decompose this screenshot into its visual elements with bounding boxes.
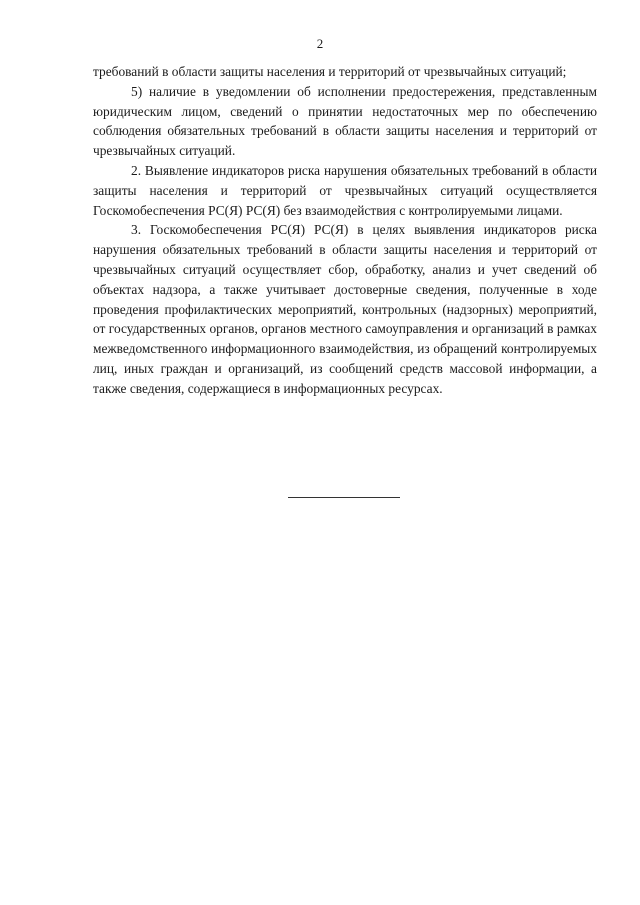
page-number: 2 xyxy=(316,36,324,51)
paragraph-section-3: 3. Госкомобеспечения РС(Я) РС(Я) в целях выявления индикаторов риска нарушения обязательных требований в области защиты населения и территорий от чрезвычайных ситуаций осуществляет сбор, обработку, анализ и учет сведений об объектах надзора, а также учитывает достоверные сведения, полученные в ходе проведения профилактических мероприятий, контрольных (надзорных) мероприятий, от государственных органов, органов местного самоуправления и организаций в рамках межведомственного информационного взаимодействия, из обращений контролируемых лиц, иных граждан и организаций, из сообщений средств массовой информации, а также сведения, содержащиеся в информационных ресурсах. xyxy=(93,222,597,396)
paragraph-continuation: требований в области защиты населения и территорий от чрезвычайных ситуаций; xyxy=(93,64,567,79)
paragraph-item-5: 5) наличие в уведомлении об исполнении предостережения, представленным юридическим лицом, сведений о принятии недостаточных мер по обеспечению соблюдения обязательных требований в области защиты населения и территорий от чрезвычайных ситуаций. xyxy=(93,83,597,159)
document-body xyxy=(93,62,597,399)
end-of-document-rule xyxy=(288,497,400,498)
paragraph-section-2: 2. Выявление индикаторов риска нарушения обязательных требований в области защиты населения и территорий от чрезвычайных ситуаций осуществляется Госкомобеспечения РС(Я) РС(Я) без взаимодействия с контролируемыми лицами. xyxy=(93,162,597,218)
